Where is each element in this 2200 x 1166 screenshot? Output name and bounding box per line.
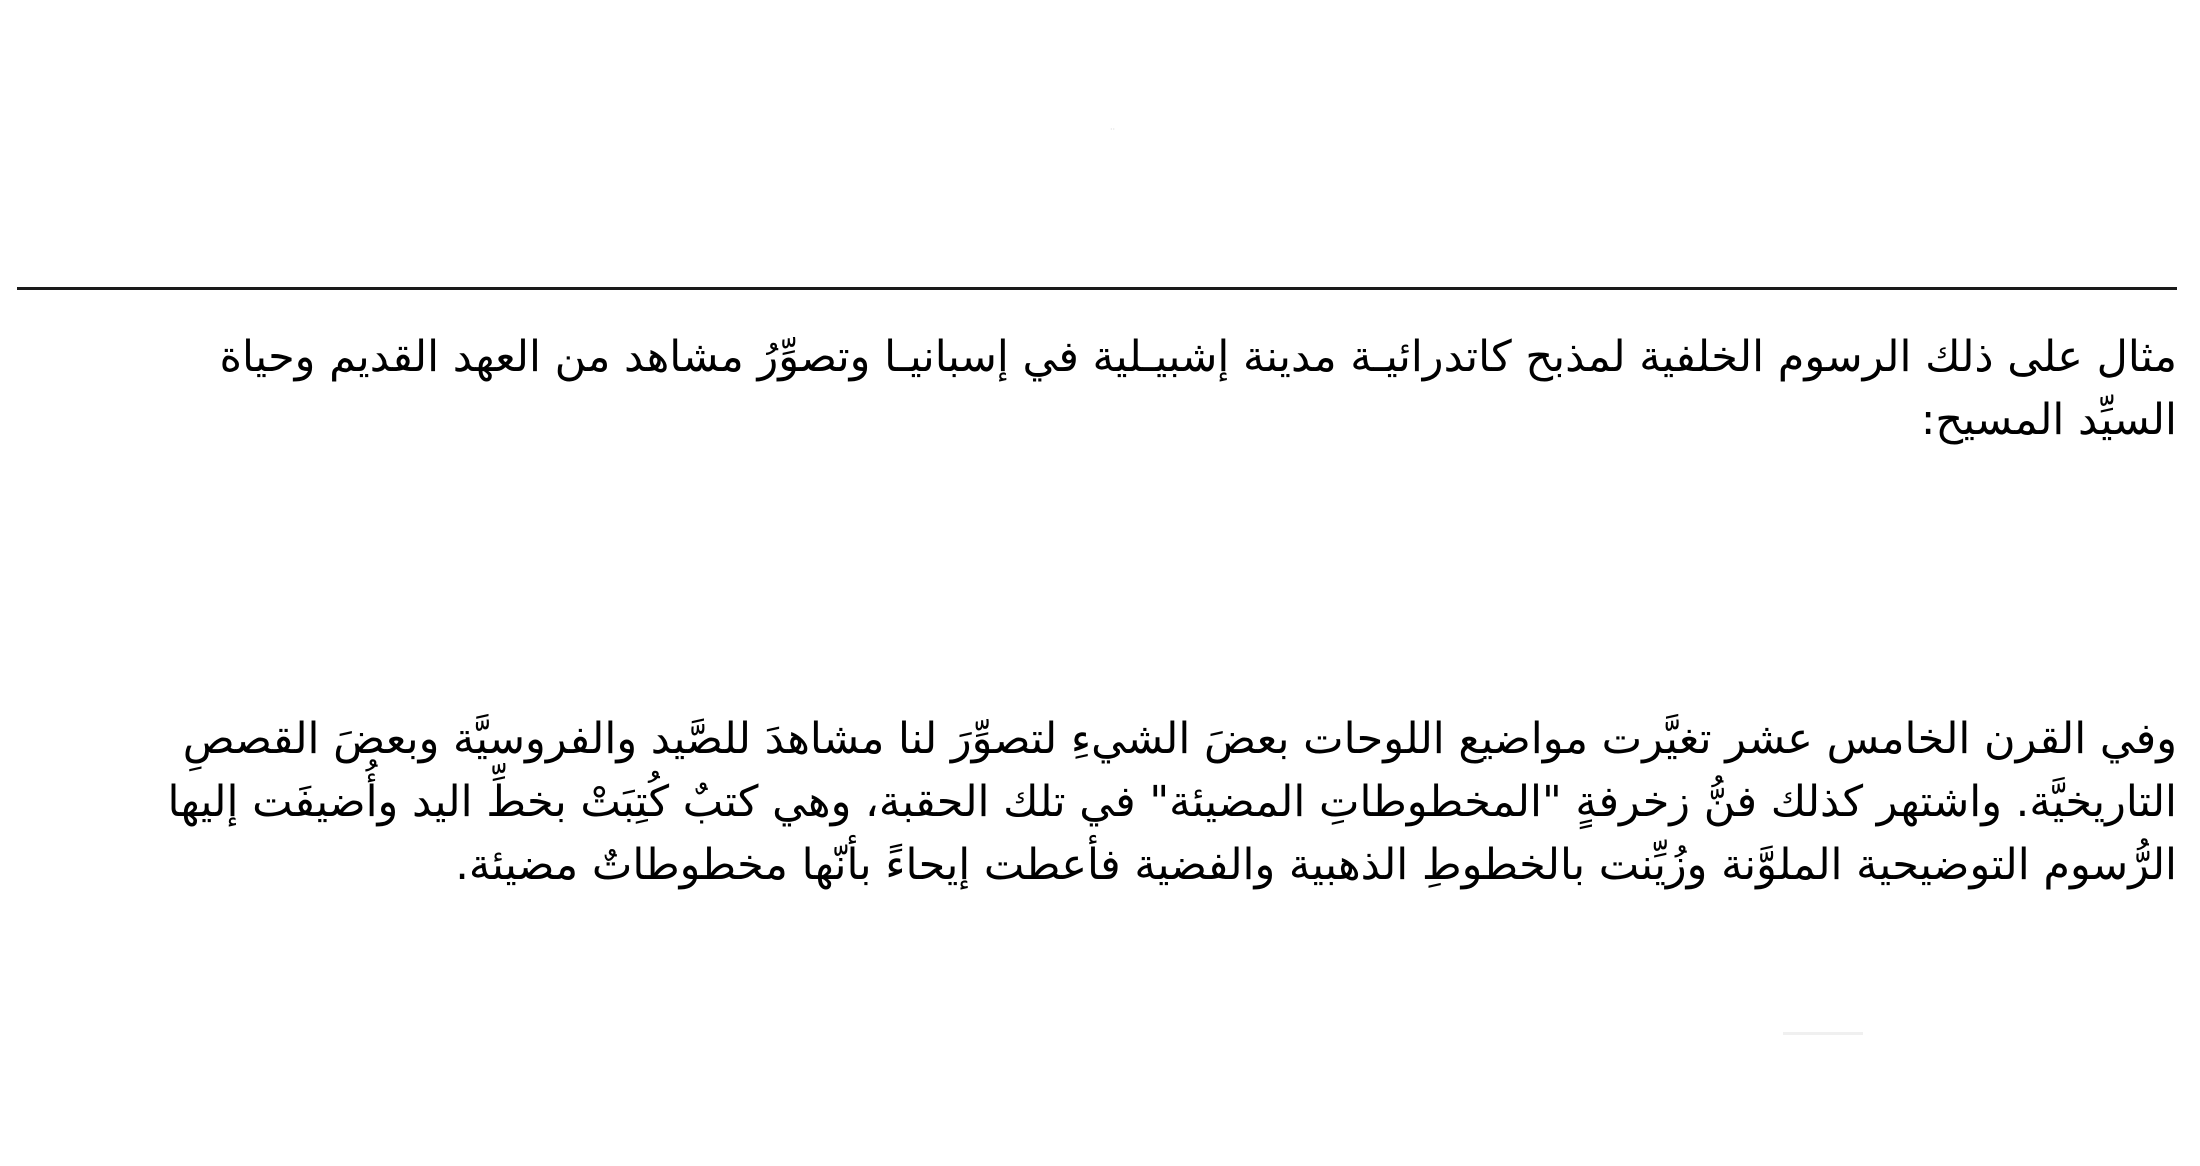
scan-speck: ·· [1110, 125, 1116, 134]
paragraph-fifteenth-century: وفي القرن الخامس عشر تغيَّرت مواضيع اللوحات بعضَ الشيءِ لتصوِّرَ لنا مشاهدَ للصَّيد والفروسيَّة وبعضَ القصصِ التاريخيَّة. واشتهر كذلك فنُّ زخرفةٍ "المخطوطاتِ المضيئة" في تلك الحقبة، وهي كتبٌ كُتِبَتْ بخطِّ اليد وأُضيفَت إليها الرُّسوم التوضيحية الملوَّنة وزُيِّنت بالخطوطِ الذهبية والفضية فأعطت إيحاءً بأنّها مخطوطاتٌ مضيئة. [167, 714, 2177, 890]
faint-scan-mark [1783, 1032, 1863, 1035]
horizontal-rule [17, 287, 2177, 290]
paragraph-seville-cathedral: مثال على ذلك الرسوم الخلفية لمذبح كاتدرائيـة مدينة إشبيـلية في إسبانيـا وتصوِّرُ مشاهد من العهد القديم وحياة السيِّد المسيح: [219, 332, 2177, 445]
